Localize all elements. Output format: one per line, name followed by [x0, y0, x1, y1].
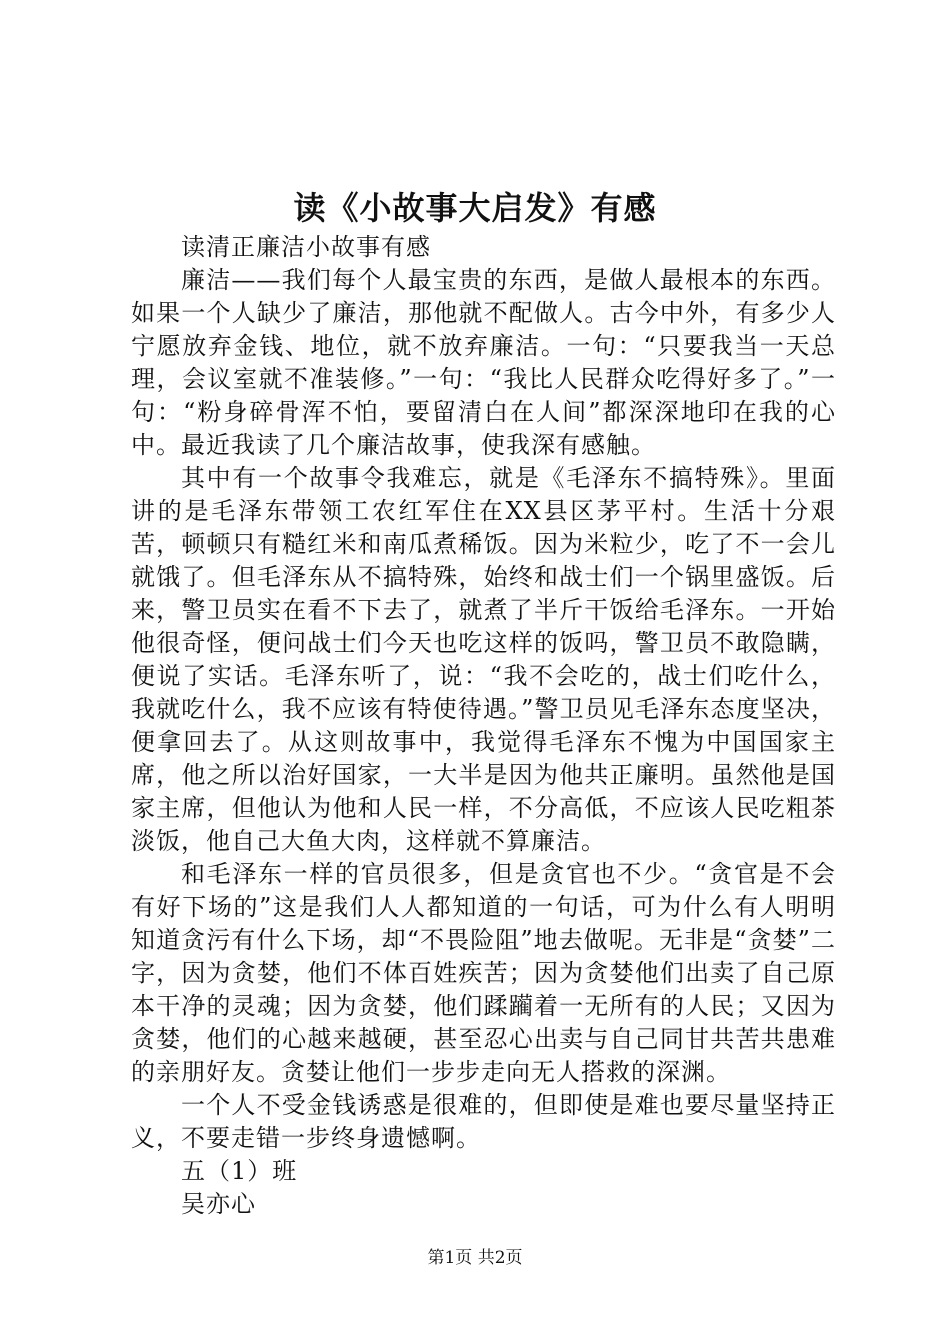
author-name: 吴亦心 — [181, 1190, 256, 1218]
paragraph-intro: 廉洁——我们每个人最宝贵的东西，是做人最根本的东西。如果一个人缺少了廉洁，那他就不配做人。古今中外，有多少人宁愿放弃金钱、地位，就不放弃廉洁。一句：“只要我当一天总理，会议室就不准装修。”一句：“我比人民群众吃得好多了。”一句：“粉身碎骨浑不怕，要留清白在人间”都深深地印在我的心中。最近我读了几个廉洁故事，使我深有感触。 — [131, 266, 836, 459]
page-footer: 第1页 共2页 — [427, 1248, 523, 1268]
paragraph-greed: 和毛泽东一样的官员很多，但是贪官也不少。“贪官是不会有好下场的”这是我们人人都知道的一句话，可为什么有人明明知道贪污有什么下场，却“不畏险阻”地去做呢。无非是“贪婪”二字，因为贪婪，他们不体百姓疾苦；因为贪婪他们出卖了自己原本干净的灵魂；因为贪婪，他们蹂躏着一无所有的人民；又因为贪婪，他们的心越来越硬，甚至忍心出卖与自己同甘共苦共患难的亲朋好友。贪婪让他们一步步走向无人搭救的深渊。 — [131, 860, 836, 1086]
author-class: 五（1）班 — [181, 1157, 298, 1185]
subtitle-line: 读清正廉洁小故事有感 — [181, 233, 431, 261]
document-title: 读《小故事大启发》有感 — [293, 189, 657, 227]
paragraph-story: 其中有一个故事令我难忘，就是《毛泽东不搞特殊》。里面讲的是毛泽东带领工农红军住在XX县区茅平村。生活十分艰苦，顿顿只有糙红米和南瓜煮稀饭。因为米粒少，吃了不一会儿就饿了。但毛泽东从不搞特殊，始终和战士们一个锅里盛饭。后来，警卫员实在看不下去了，就煮了半斤干饭给毛泽东。一开始他很奇怪，便问战士们今天也吃这样的饭吗，警卫员不敢隐瞒，便说了实话。毛泽东听了，说：“我不会吃的，战士们吃什么，我就吃什么，我不应该有特使待遇。”警卫员见毛泽东态度坚决，便拿回去了。从这则故事中，我觉得毛泽东不愧为中国国家主席，他之所以治好国家，一大半是因为他共正廉明。虽然他是国家主席，但他认为他和人民一样，不分高低，不应该人民吃粗茶淡饭，他自己大鱼大肉，这样就不算廉洁。 — [131, 464, 836, 855]
document-body — [131, 231, 836, 1221]
paragraph-conclusion: 一个人不受金钱诱惑是很难的，但即使是难也要尽量坚持正义，不要走错一步终身遗憾啊。 — [131, 1091, 836, 1152]
